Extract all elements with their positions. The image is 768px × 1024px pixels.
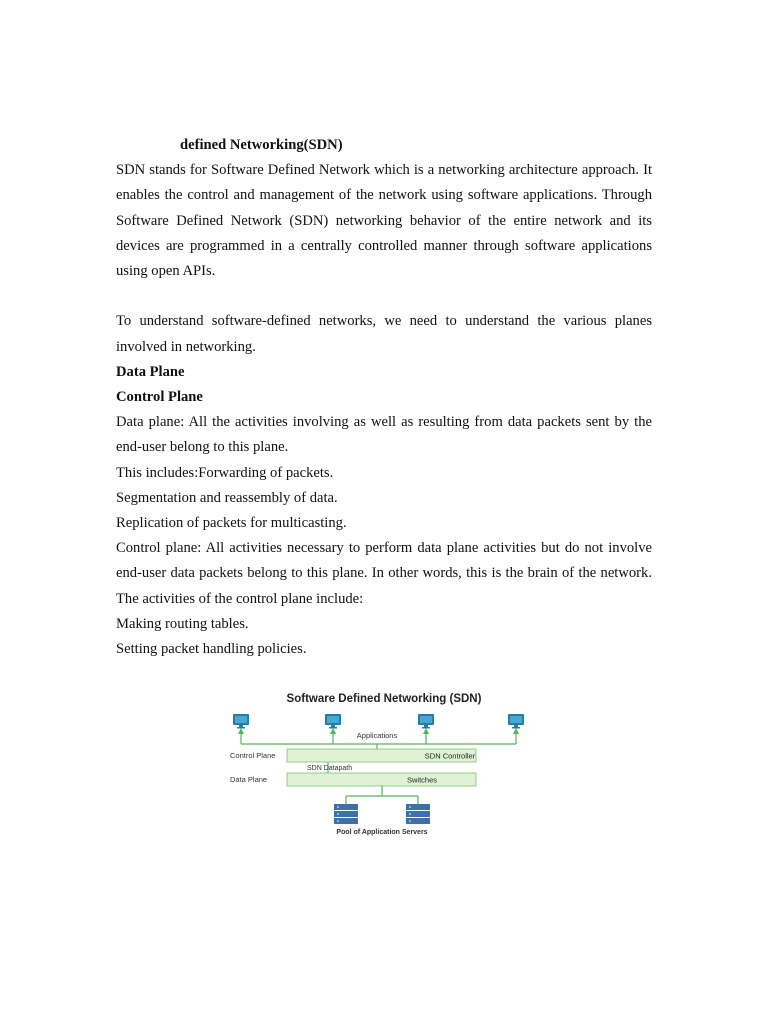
servers-label: Pool of Application Servers [336,829,428,836]
sdn-diagram-svg [200,686,568,838]
document-body [116,133,652,662]
planes-paragraph: To understand software-defined networks, we need to understand the various planes involved in networking. [116,313,652,355]
applications-label: Applications [356,731,398,740]
control-plane-description: Control plane: All activities necessary to perform data plane activities but do not involve end-user data packets belong to this plane. In other words, this is the brain of the network. The activities of the control plane include: [116,540,652,607]
list-item-forwarding: This includes:Forwarding of packets. [116,464,334,481]
sdn-datapath-label: SDN Datapath [307,765,353,772]
list-item-routing-tables: Making routing tables. [116,615,249,632]
intro-paragraph: SDN stands for Software Defined Network which is a networking architecture approach. It enables the control and management of the network using software applications. Through Software Defined Network (SDN) networking behavior of the entire network and its devices are programmed in a centrally controlled manner through software applications using open APIs. [116,162,652,280]
blank-line [116,284,652,309]
sdn-diagram [200,686,568,838]
heading-control-plane: Control Plane [116,389,203,406]
list-item-replication: Replication of packets for multicasting. [116,515,347,532]
computer-icon [508,714,524,729]
computer-icon [233,714,249,729]
document-title: defined Networking(SDN) [180,137,343,153]
list-item-packet-policies: Setting packet handling policies. [116,641,307,658]
computer-icon [325,714,341,729]
data-plane-description: Data plane: All the activities involving as well as resulting from data packets sent by the end-user belong to this plane. [116,414,652,456]
server-icon [406,804,430,824]
switches-box [287,773,476,786]
computer-icon [418,714,434,729]
list-item-segmentation: Segmentation and reassembly of data. [116,489,338,506]
switches-label: Switches [406,775,438,785]
server-icon [334,804,358,824]
control-plane-label: Control Plane [230,751,276,760]
data-plane-label: Data Plane [230,775,268,784]
diagram-title: Software Defined Networking (SDN) [286,693,482,705]
heading-data-plane: Data Plane [116,363,185,380]
sdn-controller-label: SDN Controller [424,751,476,761]
server-connectors [346,786,418,804]
